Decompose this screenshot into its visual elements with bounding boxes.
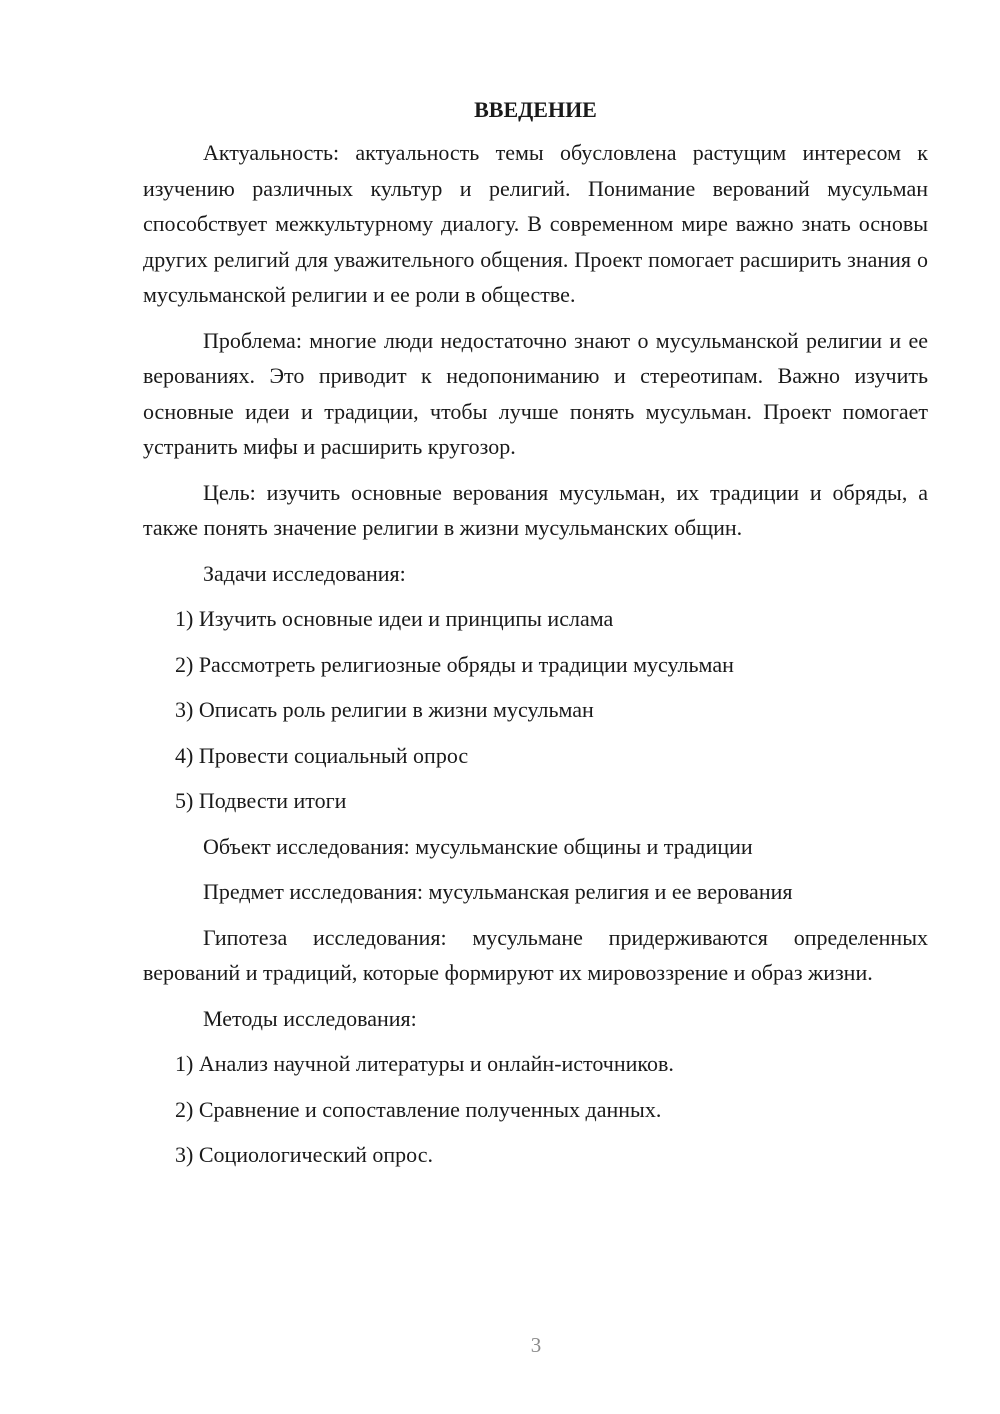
document-body <box>143 95 928 1183</box>
task-item: 2) Рассмотреть религиозные обряды и традиции мусульман <box>175 651 734 677</box>
task-item: 1) Изучить основные идеи и принципы ислама <box>175 606 614 631</box>
task-item: 3) Описать роль религии в жизни мусульман <box>175 697 594 722</box>
method-item: 3) Социологический опрос. <box>175 1142 433 1167</box>
task-item: 5) Подвести итоги <box>175 788 347 813</box>
methods-heading: Методы исследования: <box>203 1005 417 1031</box>
hypothesis-paragraph: Гипотеза исследования: мусульмане придерживаются определенных верований и традиций, которые формируют их мировоззрение и образ жизни. <box>143 924 928 985</box>
page-title: ВВЕДЕНИЕ <box>474 97 597 122</box>
method-item: 1) Анализ научной литературы и онлайн-источников. <box>175 1051 674 1076</box>
methods-list <box>143 1046 928 1173</box>
page-number: 3 <box>530 1333 542 1357</box>
method-item: 2) Сравнение и сопоставление полученных данных. <box>175 1096 662 1122</box>
research-object: Объект исследования: мусульманские общины и традиции <box>203 833 753 859</box>
tasks-heading: Задачи исследования: <box>203 560 406 586</box>
relevance-paragraph: Актуальность: актуальность темы обусловлена растущим интересом к изучению различных культур и религий. Понимание верований мусульман способствует межкультурному диалогу. В современном мире важно знать основы других религий для уважительного общения. Проект помогает расширить знания о мусульманской религии и ее роли в обществе. <box>143 140 928 307</box>
research-subject: Предмет исследования: мусульманская религия и ее верования <box>203 879 793 904</box>
problem-paragraph: Проблема: многие люди недостаточно знают о мусульманской религии и ее верованиях. Это приводит к недопониманию и стереотипам. Важно изучить основные идеи и традиции, чтобы лучше понять мусульман. Проект помогает устранить мифы и расширить кругозор. <box>143 327 928 459</box>
task-item: 4) Провести социальный опрос <box>175 742 469 768</box>
tasks-list <box>143 601 928 819</box>
goal-paragraph: Цель: изучить основные верования мусульман, их традиции и обряды, а также понять значение религии в жизни мусульманских общин. <box>143 479 928 540</box>
